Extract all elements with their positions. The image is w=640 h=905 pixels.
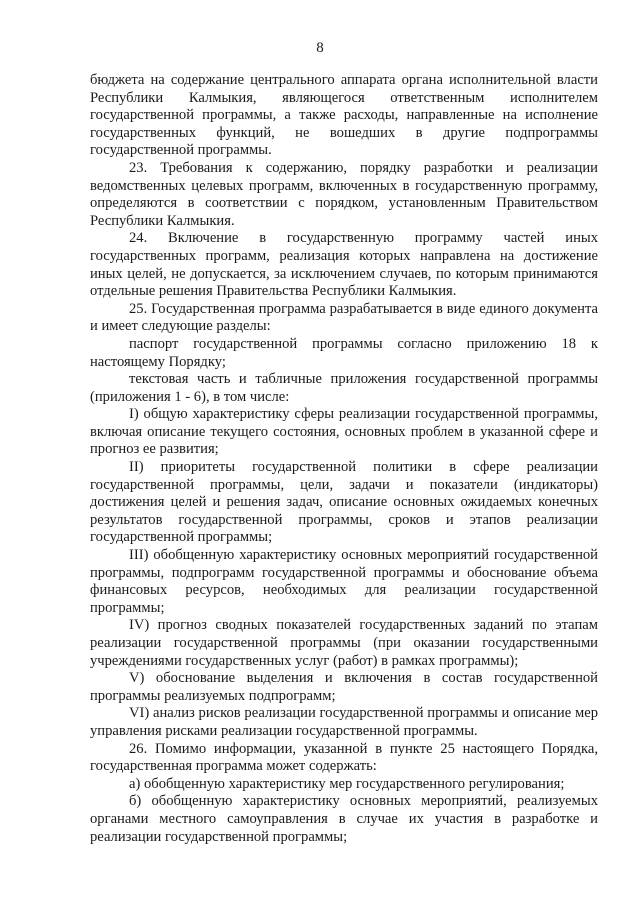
list-item-ii: II) приоритеты государственной политики в сфере реализации государственной программы, цели, задачи и показатели (индикаторы) достижения целей и решения задач, описание основных ожидаемых конечных результатов государственной программы, сроков и этапов реализации государственной программы; <box>90 459 598 546</box>
paragraph-26: 26. Помимо информации, указанной в пункте 25 настоящего Порядка, государственная программа может содержать: <box>90 740 598 775</box>
list-item-iv: IV) прогноз сводных показателей государственных заданий по этапам реализации государственной программы (при оказании государственными учреждениями государственных услуг (работ) в рамках программы); <box>90 617 598 669</box>
page-number: 8 <box>316 40 324 56</box>
paragraph-25-passport: паспорт государственной программы согласно приложению 18 к настоящему Порядку; <box>90 335 598 370</box>
list-item-v: V) обоснование выделения и включения в состав государственной программы реализуемых подпрограмм; <box>90 670 598 704</box>
list-item-i: I) общую характеристику сферы реализации государственной программы, включая описание текущего состояния, основных проблем в указанной сфере и прогноз ее развития; <box>90 406 598 458</box>
list-item-b: б) обобщенную характеристику основных мероприятий, реализуемых органами местного самоуправления в случае их участия в разработке и реализации государственной программы; <box>90 793 598 845</box>
paragraph-23: 23. Требования к содержанию, порядку разработки и реализации ведомственных целевых программ, включенных в государственную программу, определяются в соответствии с порядком, установленным Правительством Республики Калмыкия. <box>90 159 598 229</box>
paragraph-24: 24. Включение в государственную программу частей иных государственных программ, реализация которых направлена на достижение иных целей, не допускается, за исключением случаев, по которым принимаются отдельные решения Правительства Республики Калмыкия. <box>90 230 598 300</box>
list-item-iii: III) обобщенную характеристику основных мероприятий государственной программы, подпрограмм государственной программы и обоснование объема финансовых ресурсов, необходимых для реализации государственной программы; <box>90 547 598 616</box>
document-body <box>90 72 598 846</box>
list-item-a: а) обобщенную характеристику мер государственного регулирования; <box>129 775 565 792</box>
paragraph-continuation: бюджета на содержание центрального аппарата органа исполнительной власти Республики Калмыкия, являющегося ответственным исполнителем государственной программы, а также расходы, направленные на исполнение государственных функций, не вошедших в другие подпрограммы государственной программы. <box>90 72 598 159</box>
paragraph-25-text-part: текстовая часть и табличные приложения государственной программы (приложения 1 - 6), в том числе: <box>90 371 598 405</box>
list-item-vi: VI) анализ рисков реализации государственной программы и описание мер управления рисками реализации государственной программы. <box>90 705 598 739</box>
paragraph-25: 25. Государственная программа разрабатывается в виде единого документа и имеет следующие разделы: <box>90 300 598 335</box>
